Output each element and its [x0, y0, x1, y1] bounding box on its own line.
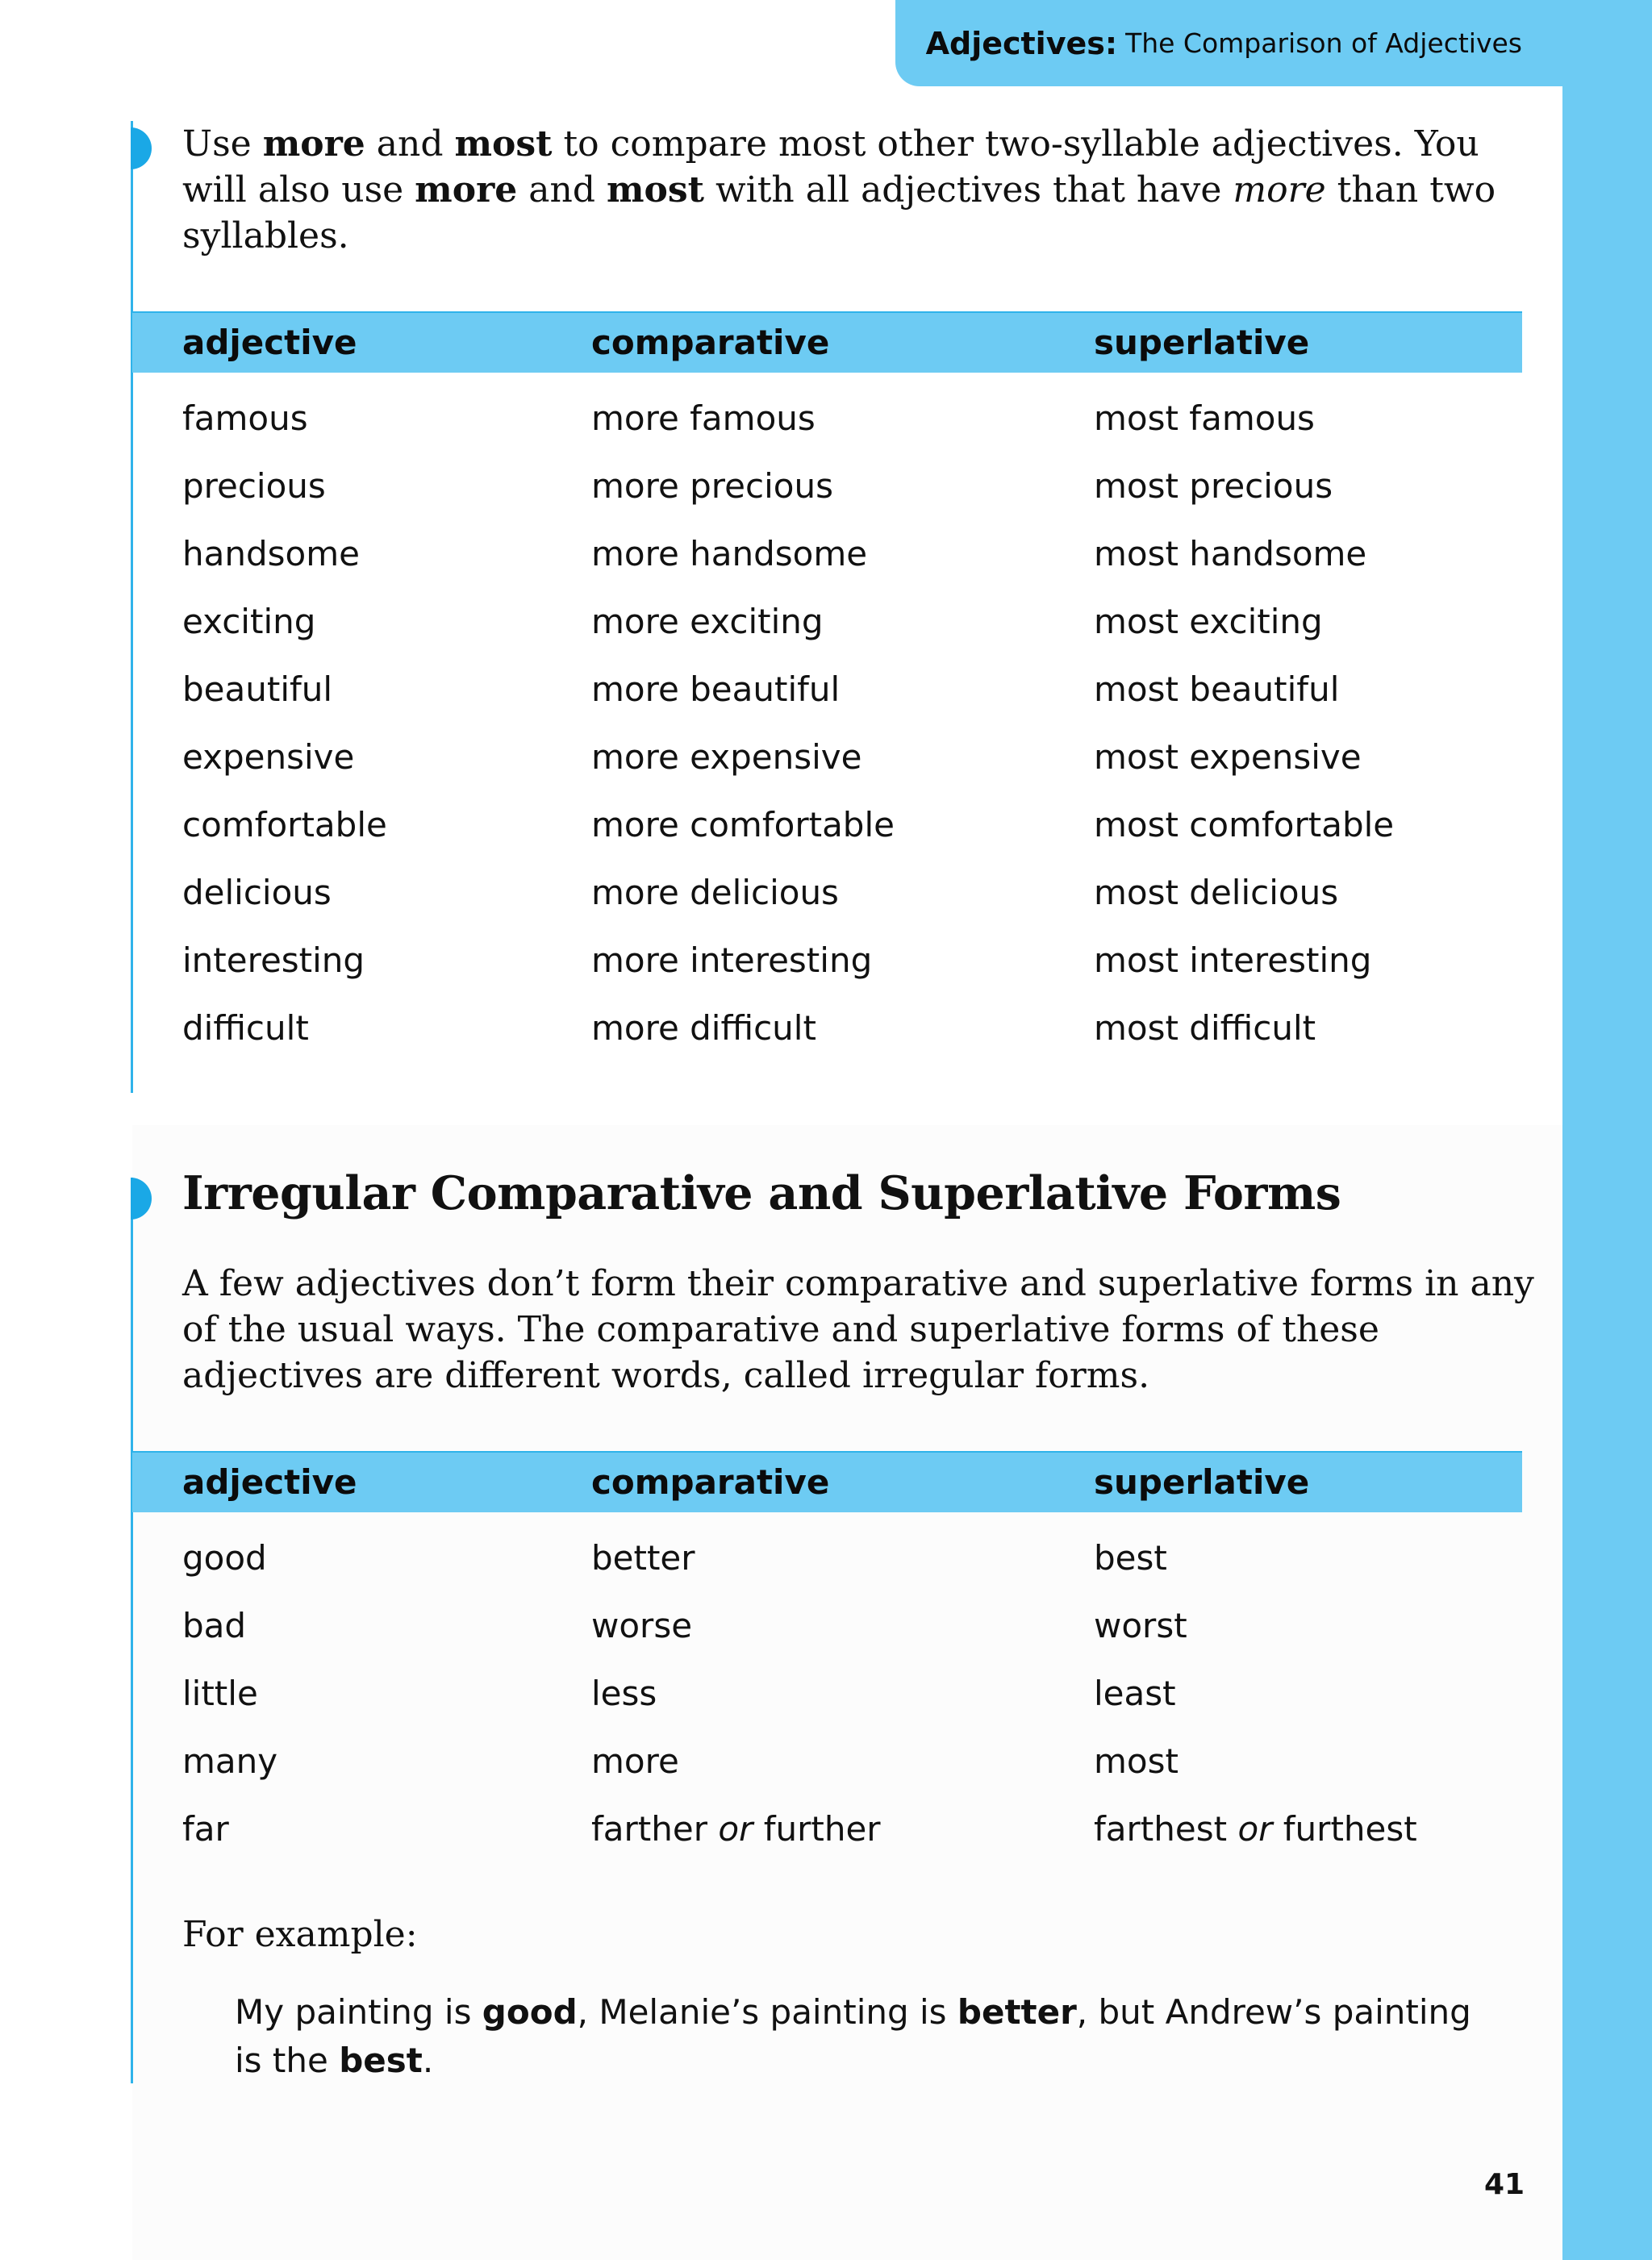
table2-header-comparative: comparative [591, 1462, 830, 1502]
comparative-cell: worse [591, 1606, 693, 1645]
adjective-cell: many [182, 1741, 278, 1781]
table1-header-superlative: superlative [1094, 323, 1310, 362]
comparative-cell: less [591, 1674, 657, 1713]
adjective-cell: delicious [182, 873, 332, 912]
comparative-cell: more comfortable [591, 805, 895, 844]
comparative-cell: more precious [591, 466, 833, 506]
adjective-cell: comfortable [182, 805, 387, 844]
adjective-cell: famous [182, 398, 308, 438]
adjective-cell: interesting [182, 940, 365, 980]
superlative-cell: least [1094, 1674, 1176, 1713]
adjective-cell: beautiful [182, 669, 333, 709]
table-row [132, 994, 1522, 1062]
superlative-cell: most delicious [1094, 873, 1339, 912]
table-row [132, 588, 1522, 656]
superlative-cell: most difficult [1094, 1008, 1316, 1048]
table-row [132, 1660, 1522, 1728]
table-row [132, 520, 1522, 588]
section2-paragraph: A few adjectives don’t form their comparative and superlative forms in any of the usual ways. The comparative and superlative forms of these adjectives are different words, called irregular forms. [182, 1263, 1534, 1396]
superlative-cell: most comfortable [1094, 805, 1395, 844]
adjective-cell: handsome [182, 534, 360, 573]
comparative-cell: more expensive [591, 737, 862, 777]
header-title: Adjectives: [925, 25, 1118, 61]
superlative-cell: most handsome [1094, 534, 1367, 573]
adjective-cell: expensive [182, 737, 355, 777]
comparative-cell: more exciting [591, 602, 824, 641]
right-color-band [1562, 0, 1652, 2260]
comparative-cell: farther or further [591, 1809, 881, 1849]
comparative-cell: more delicious [591, 873, 839, 912]
comparative-cell: more difficult [591, 1008, 816, 1048]
comparative-cell: better [591, 1538, 695, 1578]
superlative-cell: most exciting [1094, 602, 1323, 641]
table2-header-adjective: adjective [182, 1462, 357, 1502]
superlative-cell: most precious [1094, 466, 1333, 506]
table-row [132, 385, 1522, 452]
section-heading: Irregular Comparative and Superlative Forms [182, 1166, 1341, 1220]
table-row [132, 452, 1522, 520]
table1-header-adjective: adjective [182, 323, 357, 362]
table-row [132, 1795, 1522, 1863]
adjective-cell: exciting [182, 602, 316, 641]
superlative-cell: farthest or furthest [1094, 1809, 1417, 1849]
superlative-cell: best [1094, 1538, 1167, 1578]
table2-header-superlative: superlative [1094, 1462, 1310, 1502]
table-row [132, 859, 1522, 927]
table-row [132, 791, 1522, 859]
comparative-cell: more beautiful [591, 669, 841, 709]
table-row [132, 927, 1522, 994]
superlative-cell: worst [1094, 1606, 1187, 1645]
adjective-cell: far [182, 1809, 229, 1849]
superlative-cell: most famous [1094, 398, 1315, 438]
header-subtitle: The Comparison of Adjectives [1125, 27, 1522, 59]
superlative-cell: most interesting [1094, 940, 1372, 980]
page-number: 41 [1484, 2168, 1525, 2201]
section1-marker [131, 127, 152, 169]
example-label: For example: [182, 1914, 418, 1955]
comparative-cell: more [591, 1741, 679, 1781]
table-row [132, 1524, 1522, 1592]
table-row [132, 1592, 1522, 1660]
adjective-cell: little [182, 1674, 258, 1713]
adjective-cell: good [182, 1538, 267, 1578]
adjective-cell: bad [182, 1606, 247, 1645]
table-row [132, 656, 1522, 723]
intro-paragraph: Use more and most to compare most other two-syllable adjectives. You will also use more and most with all adjectives that have more than two syllables. [182, 123, 1496, 256]
comparative-cell: more interesting [591, 940, 873, 980]
table-row [132, 723, 1522, 791]
table1-header [132, 311, 1522, 373]
table-row [132, 1728, 1522, 1795]
example-sentence: My painting is good, Melanie’s painting is better, but Andrew’s painting is the best. [235, 1992, 1471, 2080]
running-header [895, 0, 1562, 86]
table1-header-comparative: comparative [591, 323, 830, 362]
superlative-cell: most expensive [1094, 737, 1362, 777]
table2-header [132, 1451, 1522, 1512]
comparative-cell: more famous [591, 398, 816, 438]
adjective-cell: precious [182, 466, 326, 506]
superlative-cell: most beautiful [1094, 669, 1340, 709]
adjective-cell: difficult [182, 1008, 309, 1048]
superlative-cell: most [1094, 1741, 1179, 1781]
comparative-cell: more handsome [591, 534, 868, 573]
